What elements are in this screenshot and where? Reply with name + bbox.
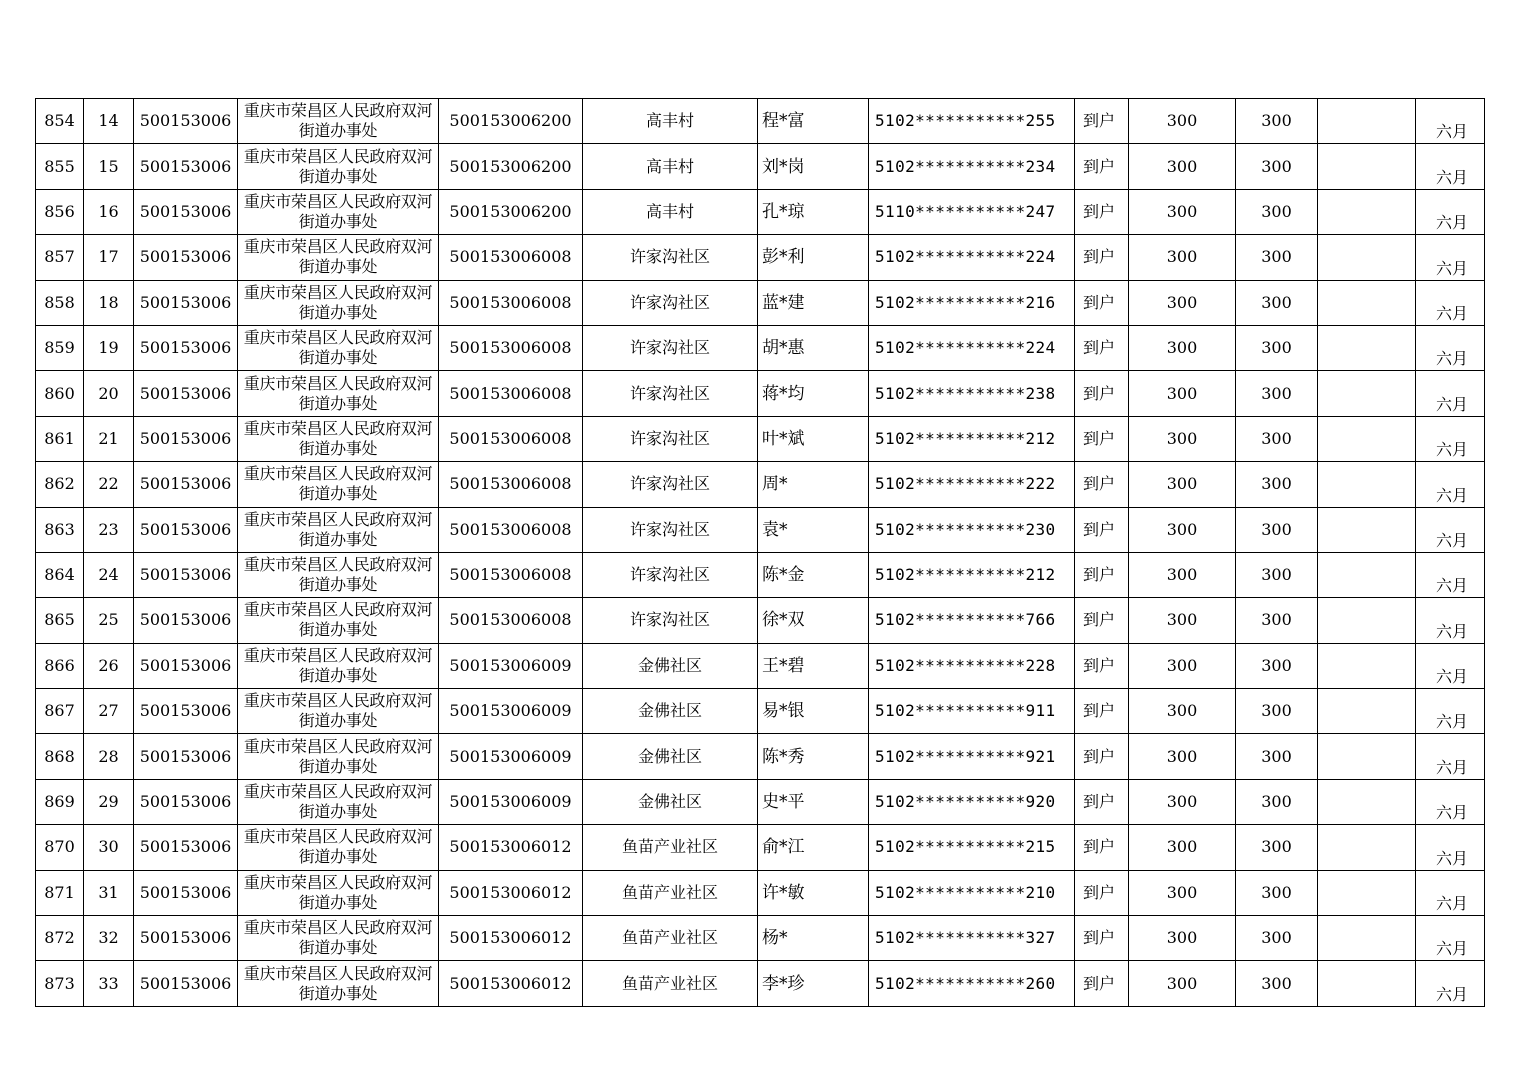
cell-empty xyxy=(1318,870,1416,915)
cell-street-code: 500153006 xyxy=(134,643,238,688)
cell-id-number: 5102***********222 xyxy=(869,462,1075,507)
table-row xyxy=(36,916,1485,961)
cell-id-number: 5102***********234 xyxy=(869,144,1075,189)
cell-empty xyxy=(1318,779,1416,824)
cell-amount: 300 xyxy=(1129,325,1236,370)
cell-month: 六月 xyxy=(1416,961,1485,1006)
cell-seq: 854 xyxy=(36,99,84,144)
cell-no: 20 xyxy=(84,371,134,416)
cell-seq: 862 xyxy=(36,462,84,507)
cell-seq: 859 xyxy=(36,325,84,370)
cell-id-number: 5102***********224 xyxy=(869,325,1075,370)
cell-no: 18 xyxy=(84,280,134,325)
cell-no: 32 xyxy=(84,916,134,961)
cell-seq: 872 xyxy=(36,916,84,961)
table-row xyxy=(36,825,1485,870)
cell-unit: 重庆市荣昌区人民政府双河街道办事处 xyxy=(238,280,439,325)
cell-type: 到户 xyxy=(1075,325,1129,370)
cell-month: 六月 xyxy=(1416,779,1485,824)
cell-id-number: 5102***********260 xyxy=(869,961,1075,1006)
cell-village: 金佛社区 xyxy=(583,689,758,734)
cell-id-number: 5102***********212 xyxy=(869,552,1075,597)
cell-month: 六月 xyxy=(1416,235,1485,280)
cell-unit: 重庆市荣昌区人民政府双河街道办事处 xyxy=(238,689,439,734)
cell-unit: 重庆市荣昌区人民政府双河街道办事处 xyxy=(238,462,439,507)
cell-empty xyxy=(1318,598,1416,643)
cell-month: 六月 xyxy=(1416,371,1485,416)
cell-amount: 300 xyxy=(1129,598,1236,643)
cell-amount: 300 xyxy=(1129,825,1236,870)
cell-village: 许家沟社区 xyxy=(583,371,758,416)
cell-name: 胡*惠 xyxy=(758,325,869,370)
cell-name: 易*银 xyxy=(758,689,869,734)
cell-amount-paid: 300 xyxy=(1236,916,1318,961)
table-row xyxy=(36,734,1485,779)
cell-id-number: 5102***********255 xyxy=(869,99,1075,144)
cell-amount-paid: 300 xyxy=(1236,371,1318,416)
cell-name: 俞*江 xyxy=(758,825,869,870)
data-table xyxy=(35,98,1485,1007)
cell-name: 刘*岗 xyxy=(758,144,869,189)
cell-name: 叶*斌 xyxy=(758,416,869,461)
cell-village: 金佛社区 xyxy=(583,643,758,688)
cell-unit: 重庆市荣昌区人民政府双河街道办事处 xyxy=(238,870,439,915)
cell-empty xyxy=(1318,689,1416,734)
table-row xyxy=(36,144,1485,189)
cell-village-code: 500153006012 xyxy=(439,825,583,870)
cell-village-code: 500153006008 xyxy=(439,235,583,280)
cell-name: 程*富 xyxy=(758,99,869,144)
cell-seq: 868 xyxy=(36,734,84,779)
cell-month: 六月 xyxy=(1416,280,1485,325)
cell-type: 到户 xyxy=(1075,825,1129,870)
cell-village-code: 500153006008 xyxy=(439,462,583,507)
cell-month: 六月 xyxy=(1416,144,1485,189)
cell-no: 25 xyxy=(84,598,134,643)
cell-amount: 300 xyxy=(1129,189,1236,234)
cell-unit: 重庆市荣昌区人民政府双河街道办事处 xyxy=(238,99,439,144)
cell-no: 26 xyxy=(84,643,134,688)
cell-name: 李*珍 xyxy=(758,961,869,1006)
cell-id-number: 5110***********247 xyxy=(869,189,1075,234)
cell-amount-paid: 300 xyxy=(1236,416,1318,461)
cell-name: 王*碧 xyxy=(758,643,869,688)
cell-village: 许家沟社区 xyxy=(583,507,758,552)
cell-amount: 300 xyxy=(1129,779,1236,824)
cell-village: 许家沟社区 xyxy=(583,325,758,370)
cell-type: 到户 xyxy=(1075,507,1129,552)
cell-id-number: 5102***********216 xyxy=(869,280,1075,325)
cell-amount: 300 xyxy=(1129,99,1236,144)
cell-type: 到户 xyxy=(1075,189,1129,234)
cell-amount-paid: 300 xyxy=(1236,325,1318,370)
cell-unit: 重庆市荣昌区人民政府双河街道办事处 xyxy=(238,961,439,1006)
cell-street-code: 500153006 xyxy=(134,99,238,144)
cell-amount: 300 xyxy=(1129,507,1236,552)
cell-name: 陈*金 xyxy=(758,552,869,597)
cell-village-code: 500153006008 xyxy=(439,507,583,552)
cell-amount-paid: 300 xyxy=(1236,825,1318,870)
cell-unit: 重庆市荣昌区人民政府双河街道办事处 xyxy=(238,371,439,416)
cell-type: 到户 xyxy=(1075,462,1129,507)
cell-street-code: 500153006 xyxy=(134,462,238,507)
cell-village: 许家沟社区 xyxy=(583,416,758,461)
cell-amount: 300 xyxy=(1129,235,1236,280)
cell-amount-paid: 300 xyxy=(1236,870,1318,915)
table-row xyxy=(36,416,1485,461)
table-row xyxy=(36,552,1485,597)
cell-no: 21 xyxy=(84,416,134,461)
cell-village-code: 500153006008 xyxy=(439,325,583,370)
cell-no: 27 xyxy=(84,689,134,734)
cell-no: 24 xyxy=(84,552,134,597)
cell-no: 17 xyxy=(84,235,134,280)
cell-month: 六月 xyxy=(1416,870,1485,915)
cell-amount-paid: 300 xyxy=(1236,507,1318,552)
table-row xyxy=(36,189,1485,234)
cell-unit: 重庆市荣昌区人民政府双河街道办事处 xyxy=(238,552,439,597)
cell-street-code: 500153006 xyxy=(134,189,238,234)
cell-no: 16 xyxy=(84,189,134,234)
cell-month: 六月 xyxy=(1416,552,1485,597)
cell-village: 高丰村 xyxy=(583,189,758,234)
cell-id-number: 5102***********215 xyxy=(869,825,1075,870)
cell-no: 33 xyxy=(84,961,134,1006)
cell-street-code: 500153006 xyxy=(134,552,238,597)
cell-id-number: 5102***********230 xyxy=(869,507,1075,552)
cell-village: 许家沟社区 xyxy=(583,552,758,597)
cell-village: 金佛社区 xyxy=(583,734,758,779)
cell-type: 到户 xyxy=(1075,734,1129,779)
cell-village-code: 500153006008 xyxy=(439,598,583,643)
cell-village: 许家沟社区 xyxy=(583,462,758,507)
cell-type: 到户 xyxy=(1075,99,1129,144)
cell-name: 孔*琼 xyxy=(758,189,869,234)
cell-amount: 300 xyxy=(1129,552,1236,597)
cell-village-code: 500153006008 xyxy=(439,416,583,461)
table-row xyxy=(36,689,1485,734)
cell-village: 鱼苗产业社区 xyxy=(583,961,758,1006)
cell-id-number: 5102***********766 xyxy=(869,598,1075,643)
cell-type: 到户 xyxy=(1075,280,1129,325)
table-row xyxy=(36,598,1485,643)
cell-seq: 870 xyxy=(36,825,84,870)
cell-name: 袁* xyxy=(758,507,869,552)
cell-type: 到户 xyxy=(1075,643,1129,688)
cell-village: 鱼苗产业社区 xyxy=(583,825,758,870)
table-row xyxy=(36,961,1485,1006)
cell-type: 到户 xyxy=(1075,961,1129,1006)
cell-empty xyxy=(1318,916,1416,961)
table-row xyxy=(36,462,1485,507)
cell-month: 六月 xyxy=(1416,99,1485,144)
cell-street-code: 500153006 xyxy=(134,734,238,779)
cell-amount: 300 xyxy=(1129,734,1236,779)
cell-street-code: 500153006 xyxy=(134,507,238,552)
cell-empty xyxy=(1318,325,1416,370)
cell-unit: 重庆市荣昌区人民政府双河街道办事处 xyxy=(238,916,439,961)
cell-empty xyxy=(1318,552,1416,597)
cell-name: 徐*双 xyxy=(758,598,869,643)
cell-seq: 863 xyxy=(36,507,84,552)
cell-month: 六月 xyxy=(1416,916,1485,961)
cell-village-code: 500153006009 xyxy=(439,643,583,688)
cell-type: 到户 xyxy=(1075,235,1129,280)
cell-amount-paid: 300 xyxy=(1236,643,1318,688)
cell-village: 鱼苗产业社区 xyxy=(583,916,758,961)
cell-seq: 864 xyxy=(36,552,84,597)
cell-id-number: 5102***********224 xyxy=(869,235,1075,280)
cell-unit: 重庆市荣昌区人民政府双河街道办事处 xyxy=(238,507,439,552)
cell-amount-paid: 300 xyxy=(1236,144,1318,189)
cell-name: 许*敏 xyxy=(758,870,869,915)
cell-id-number: 5102***********327 xyxy=(869,916,1075,961)
cell-street-code: 500153006 xyxy=(134,280,238,325)
cell-month: 六月 xyxy=(1416,825,1485,870)
cell-amount: 300 xyxy=(1129,916,1236,961)
cell-amount: 300 xyxy=(1129,870,1236,915)
cell-street-code: 500153006 xyxy=(134,235,238,280)
cell-street-code: 500153006 xyxy=(134,870,238,915)
cell-month: 六月 xyxy=(1416,325,1485,370)
cell-seq: 865 xyxy=(36,598,84,643)
cell-unit: 重庆市荣昌区人民政府双河街道办事处 xyxy=(238,144,439,189)
cell-amount-paid: 300 xyxy=(1236,189,1318,234)
cell-id-number: 5102***********921 xyxy=(869,734,1075,779)
cell-unit: 重庆市荣昌区人民政府双河街道办事处 xyxy=(238,235,439,280)
cell-seq: 871 xyxy=(36,870,84,915)
cell-no: 28 xyxy=(84,734,134,779)
cell-village-code: 500153006009 xyxy=(439,779,583,824)
cell-empty xyxy=(1318,825,1416,870)
cell-name: 史*平 xyxy=(758,779,869,824)
cell-no: 29 xyxy=(84,779,134,824)
cell-amount-paid: 300 xyxy=(1236,552,1318,597)
cell-seq: 869 xyxy=(36,779,84,824)
table-row xyxy=(36,870,1485,915)
cell-no: 14 xyxy=(84,99,134,144)
cell-month: 六月 xyxy=(1416,462,1485,507)
cell-village-code: 500153006200 xyxy=(439,144,583,189)
cell-no: 23 xyxy=(84,507,134,552)
cell-name: 陈*秀 xyxy=(758,734,869,779)
cell-month: 六月 xyxy=(1416,189,1485,234)
cell-no: 22 xyxy=(84,462,134,507)
cell-type: 到户 xyxy=(1075,870,1129,915)
cell-street-code: 500153006 xyxy=(134,916,238,961)
cell-seq: 858 xyxy=(36,280,84,325)
cell-type: 到户 xyxy=(1075,779,1129,824)
cell-amount: 300 xyxy=(1129,144,1236,189)
cell-seq: 855 xyxy=(36,144,84,189)
cell-amount: 300 xyxy=(1129,416,1236,461)
cell-seq: 866 xyxy=(36,643,84,688)
cell-amount: 300 xyxy=(1129,371,1236,416)
cell-amount-paid: 300 xyxy=(1236,961,1318,1006)
cell-street-code: 500153006 xyxy=(134,779,238,824)
cell-village: 许家沟社区 xyxy=(583,280,758,325)
cell-village-code: 500153006012 xyxy=(439,916,583,961)
cell-village-code: 500153006012 xyxy=(439,870,583,915)
cell-seq: 861 xyxy=(36,416,84,461)
cell-empty xyxy=(1318,99,1416,144)
cell-id-number: 5102***********228 xyxy=(869,643,1075,688)
cell-type: 到户 xyxy=(1075,371,1129,416)
table-row xyxy=(36,643,1485,688)
table-row xyxy=(36,280,1485,325)
cell-empty xyxy=(1318,189,1416,234)
cell-name: 杨* xyxy=(758,916,869,961)
cell-unit: 重庆市荣昌区人民政府双河街道办事处 xyxy=(238,734,439,779)
cell-month: 六月 xyxy=(1416,416,1485,461)
cell-amount: 300 xyxy=(1129,280,1236,325)
cell-village: 高丰村 xyxy=(583,99,758,144)
cell-seq: 873 xyxy=(36,961,84,1006)
cell-no: 19 xyxy=(84,325,134,370)
cell-village: 鱼苗产业社区 xyxy=(583,870,758,915)
cell-name: 彭*利 xyxy=(758,235,869,280)
cell-village-code: 500153006200 xyxy=(439,99,583,144)
cell-amount-paid: 300 xyxy=(1236,462,1318,507)
cell-empty xyxy=(1318,371,1416,416)
cell-empty xyxy=(1318,462,1416,507)
cell-type: 到户 xyxy=(1075,552,1129,597)
cell-amount-paid: 300 xyxy=(1236,235,1318,280)
table-row xyxy=(36,325,1485,370)
cell-empty xyxy=(1318,144,1416,189)
cell-unit: 重庆市荣昌区人民政府双河街道办事处 xyxy=(238,189,439,234)
table-row xyxy=(36,371,1485,416)
cell-amount: 300 xyxy=(1129,462,1236,507)
cell-name: 蒋*均 xyxy=(758,371,869,416)
cell-amount: 300 xyxy=(1129,961,1236,1006)
cell-amount-paid: 300 xyxy=(1236,99,1318,144)
cell-village: 金佛社区 xyxy=(583,779,758,824)
cell-empty xyxy=(1318,280,1416,325)
table-row xyxy=(36,779,1485,824)
cell-street-code: 500153006 xyxy=(134,371,238,416)
cell-month: 六月 xyxy=(1416,507,1485,552)
cell-village-code: 500153006008 xyxy=(439,371,583,416)
cell-unit: 重庆市荣昌区人民政府双河街道办事处 xyxy=(238,643,439,688)
cell-unit: 重庆市荣昌区人民政府双河街道办事处 xyxy=(238,416,439,461)
cell-seq: 856 xyxy=(36,189,84,234)
table-row xyxy=(36,235,1485,280)
cell-village: 高丰村 xyxy=(583,144,758,189)
cell-type: 到户 xyxy=(1075,689,1129,734)
cell-empty xyxy=(1318,416,1416,461)
cell-empty xyxy=(1318,643,1416,688)
cell-unit: 重庆市荣昌区人民政府双河街道办事处 xyxy=(238,779,439,824)
cell-street-code: 500153006 xyxy=(134,961,238,1006)
cell-village-code: 500153006009 xyxy=(439,689,583,734)
cell-village-code: 500153006200 xyxy=(439,189,583,234)
cell-month: 六月 xyxy=(1416,598,1485,643)
cell-unit: 重庆市荣昌区人民政府双河街道办事处 xyxy=(238,598,439,643)
cell-id-number: 5102***********212 xyxy=(869,416,1075,461)
cell-street-code: 500153006 xyxy=(134,325,238,370)
cell-amount-paid: 300 xyxy=(1236,280,1318,325)
cell-type: 到户 xyxy=(1075,598,1129,643)
cell-empty xyxy=(1318,734,1416,779)
cell-village: 许家沟社区 xyxy=(583,235,758,280)
cell-month: 六月 xyxy=(1416,643,1485,688)
cell-empty xyxy=(1318,961,1416,1006)
cell-village: 许家沟社区 xyxy=(583,598,758,643)
cell-no: 31 xyxy=(84,870,134,915)
cell-month: 六月 xyxy=(1416,734,1485,779)
cell-village-code: 500153006012 xyxy=(439,961,583,1006)
table-row xyxy=(36,507,1485,552)
cell-village-code: 500153006008 xyxy=(439,280,583,325)
cell-type: 到户 xyxy=(1075,144,1129,189)
cell-street-code: 500153006 xyxy=(134,825,238,870)
cell-no: 15 xyxy=(84,144,134,189)
cell-amount: 300 xyxy=(1129,643,1236,688)
cell-amount-paid: 300 xyxy=(1236,689,1318,734)
cell-amount: 300 xyxy=(1129,689,1236,734)
cell-name: 周* xyxy=(758,462,869,507)
cell-type: 到户 xyxy=(1075,416,1129,461)
table-row xyxy=(36,99,1485,144)
cell-empty xyxy=(1318,507,1416,552)
cell-amount-paid: 300 xyxy=(1236,598,1318,643)
cell-street-code: 500153006 xyxy=(134,689,238,734)
cell-street-code: 500153006 xyxy=(134,144,238,189)
cell-seq: 867 xyxy=(36,689,84,734)
cell-amount-paid: 300 xyxy=(1236,779,1318,824)
cell-id-number: 5102***********920 xyxy=(869,779,1075,824)
cell-unit: 重庆市荣昌区人民政府双河街道办事处 xyxy=(238,325,439,370)
cell-empty xyxy=(1318,235,1416,280)
cell-amount-paid: 300 xyxy=(1236,734,1318,779)
cell-village-code: 500153006008 xyxy=(439,552,583,597)
cell-no: 30 xyxy=(84,825,134,870)
cell-id-number: 5102***********210 xyxy=(869,870,1075,915)
cell-name: 蓝*建 xyxy=(758,280,869,325)
cell-street-code: 500153006 xyxy=(134,416,238,461)
cell-seq: 857 xyxy=(36,235,84,280)
cell-type: 到户 xyxy=(1075,916,1129,961)
table-body xyxy=(36,99,1485,1007)
cell-seq: 860 xyxy=(36,371,84,416)
cell-unit: 重庆市荣昌区人民政府双河街道办事处 xyxy=(238,825,439,870)
cell-id-number: 5102***********911 xyxy=(869,689,1075,734)
cell-village-code: 500153006009 xyxy=(439,734,583,779)
cell-id-number: 5102***********238 xyxy=(869,371,1075,416)
cell-street-code: 500153006 xyxy=(134,598,238,643)
cell-month: 六月 xyxy=(1416,689,1485,734)
